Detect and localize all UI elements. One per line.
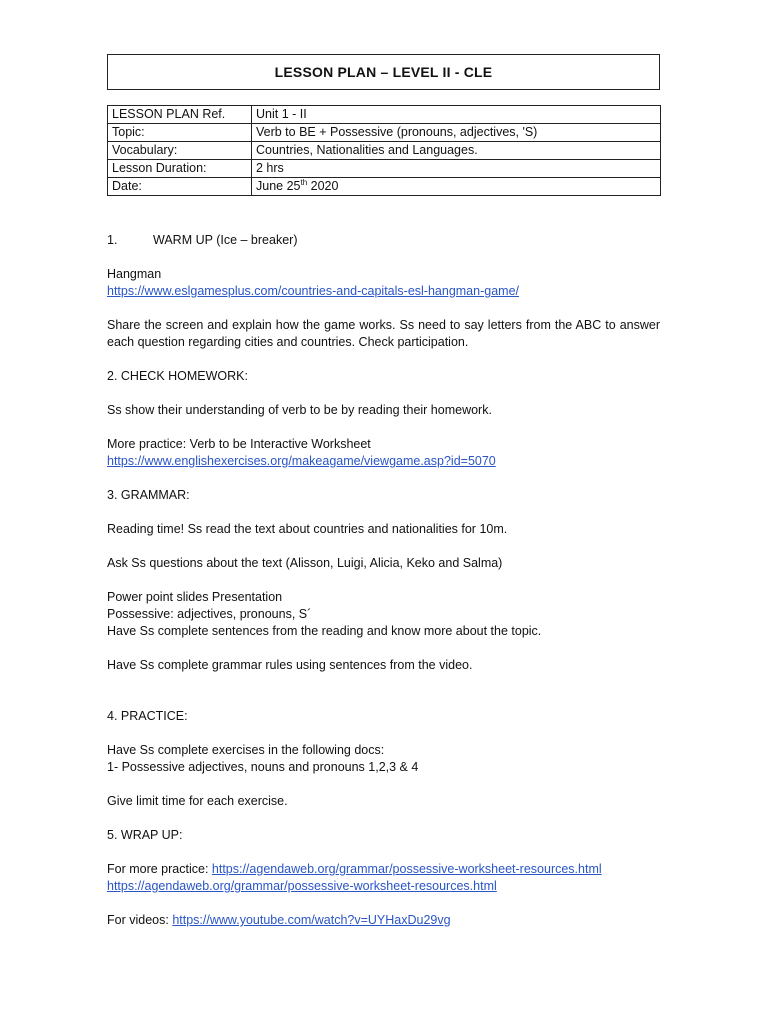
grammar-slides: Power point slides Presentation <box>107 590 283 604</box>
warmup-activity: Hangman <box>107 267 162 281</box>
lesson-content <box>107 232 660 929</box>
grammar-questions: Ask Ss questions about the text (Alisson, Luigi, Alicia, Keko and Salma) <box>107 556 503 570</box>
grammar-possessive: Possessive: adjectives, pronouns, S´ <box>107 607 312 621</box>
table-row <box>108 160 661 178</box>
videos-label: For videos: <box>107 913 173 927</box>
table-label: Vocabulary: <box>108 142 252 160</box>
grammar-complete-sentences: Have Ss complete sentences from the reading and know more about the topic. <box>107 624 542 638</box>
practice-heading: 4. PRACTICE: <box>107 709 188 723</box>
homework-heading: 2. CHECK HOMEWORK: <box>107 369 248 383</box>
homework-more-practice: More practice: Verb to be Interactive Worksheet <box>107 437 371 451</box>
table-value: Verb to BE + Possessive (pronouns, adjectives, 'S) <box>252 124 661 142</box>
table-label: LESSON PLAN Ref. <box>108 106 252 124</box>
grammar-reading: Reading time! Ss read the text about countries and nationalities for 10m. <box>107 522 508 536</box>
wrapup-more-practice <box>107 861 660 878</box>
lesson-info-table <box>107 105 661 196</box>
warmup-description: Share the screen and explain how the game works. Ss need to say letters from the ABC to answer each question regarding cities and countries. Check participation. <box>107 318 660 349</box>
wrapup-videos <box>107 912 660 929</box>
date-year: 2020 <box>307 179 339 193</box>
table-row <box>108 178 661 196</box>
practice-time: Give limit time for each exercise. <box>107 794 288 808</box>
wrapup-heading: 5. WRAP UP: <box>107 828 183 842</box>
date-ordinal: th <box>300 177 308 187</box>
table-label: Lesson Duration: <box>108 160 252 178</box>
agendaweb-link[interactable]: https://agendaweb.org/grammar/possessive-worksheet-resources.html <box>211 862 602 876</box>
agendaweb-link-2[interactable]: https://agendaweb.org/grammar/possessive-worksheet-resources.html <box>107 879 497 893</box>
warmup-heading <box>107 232 660 249</box>
more-practice-label: For more practice: <box>107 862 212 876</box>
table-label: Topic: <box>108 124 252 142</box>
youtube-link[interactable]: https://www.youtube.com/watch?v=UYHaxDu29vg <box>172 913 451 927</box>
lesson-plan-title: LESSON PLAN – LEVEL II - CLE <box>107 54 660 90</box>
table-value: Unit 1 - II <box>252 106 661 124</box>
table-row <box>108 124 661 142</box>
date-day: June 25 <box>256 179 301 193</box>
grammar-complete-rules: Have Ss complete grammar rules using sentences from the video. <box>107 658 473 672</box>
homework-description: Ss show their understanding of verb to be by reading their homework. <box>107 403 492 417</box>
practice-intro: Have Ss complete exercises in the following docs: <box>107 743 385 757</box>
table-row <box>108 106 661 124</box>
table-value-date <box>252 178 661 196</box>
table-label: Date: <box>108 178 252 196</box>
section-title: WARM UP (Ice – breaker) <box>153 233 298 247</box>
grammar-heading: 3. GRAMMAR: <box>107 488 190 502</box>
practice-item: 1- Possessive adjectives, nouns and pronouns 1,2,3 & 4 <box>107 760 419 774</box>
table-value: 2 hrs <box>252 160 661 178</box>
worksheet-link[interactable]: https://www.englishexercises.org/makeagame/viewgame.asp?id=5070 <box>107 454 496 468</box>
section-number: 1. <box>107 233 118 247</box>
table-row <box>108 142 661 160</box>
hangman-link[interactable]: https://www.eslgamesplus.com/countries-and-capitals-esl-hangman-game/ <box>107 284 519 298</box>
table-value: Countries, Nationalities and Languages. <box>252 142 661 160</box>
